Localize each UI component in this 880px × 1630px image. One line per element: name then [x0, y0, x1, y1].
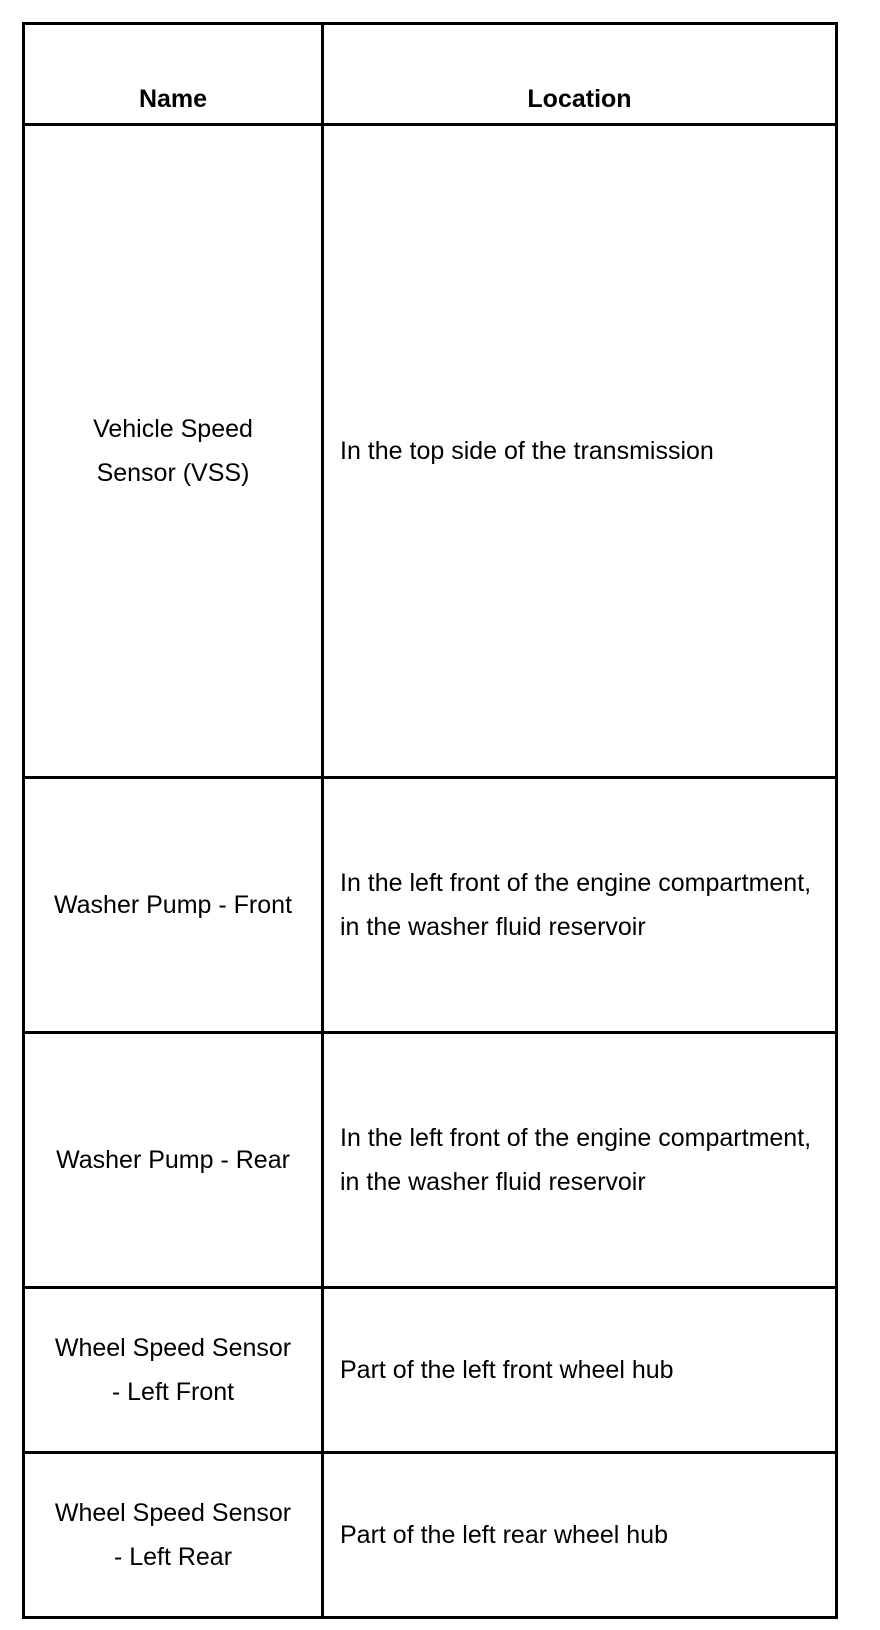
header-location: Location: [323, 24, 837, 125]
header-name: Name: [24, 24, 323, 125]
header-row: [24, 24, 837, 125]
component-location: In the left front of the engine compartment, in the washer fluid reservoir: [323, 1033, 837, 1288]
table-row: [24, 778, 837, 1033]
component-name: Washer Pump - Rear: [24, 1033, 323, 1288]
component-location-table: [22, 22, 838, 1619]
table-row: [24, 1288, 837, 1453]
component-location: Part of the left rear wheel hub: [323, 1453, 837, 1618]
component-name: Wheel Speed Sensor - Left Front: [24, 1288, 323, 1453]
component-location: In the top side of the transmission: [323, 125, 837, 778]
table-row: [24, 1453, 837, 1618]
component-location: In the left front of the engine compartment, in the washer fluid reservoir: [323, 778, 837, 1033]
component-name: Washer Pump - Front: [24, 778, 323, 1033]
table-row: [24, 1033, 837, 1288]
component-name: Vehicle Speed Sensor (VSS): [24, 125, 323, 778]
component-name: Wheel Speed Sensor - Left Rear: [24, 1453, 323, 1618]
table-row: [24, 125, 837, 778]
component-location: Part of the left front wheel hub: [323, 1288, 837, 1453]
